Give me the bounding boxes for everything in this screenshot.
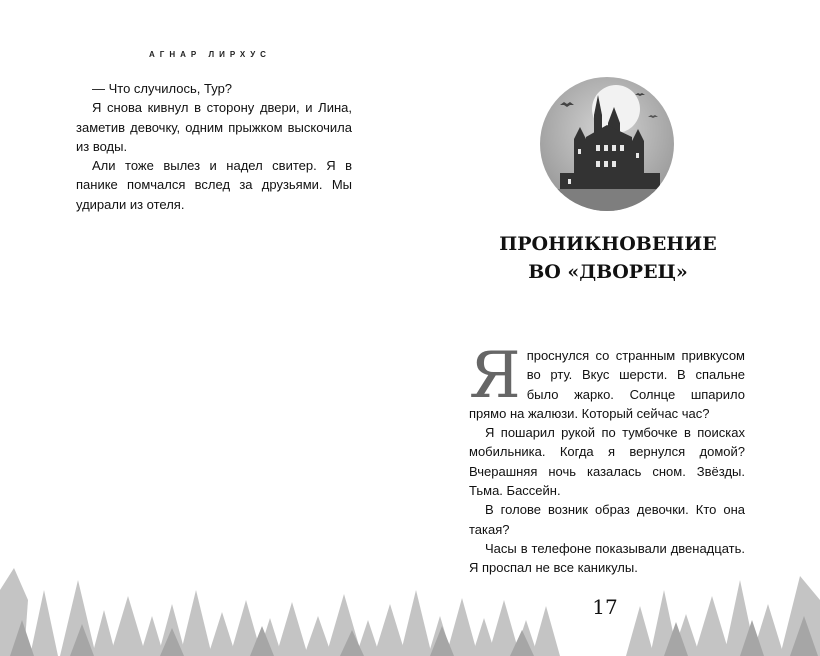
- first-paragraph: [469, 339, 745, 423]
- left-page-text: [76, 79, 352, 214]
- paragraph: Я пошарил рукой по тумбочке в поисках мобильника. Когда я вернулся домой? Вчерашняя ночь казалась сном. Звёзды. Тьма. Бассейн.: [469, 425, 745, 499]
- forest-border-decoration: [0, 560, 820, 656]
- paragraph-text: проснулся со странным привкусом во рту. Вкус шерсти. В спальне было жарко. Солнце шпарило прямо на жалюзи. Который сейчас час?: [469, 348, 745, 421]
- paragraph: — Что случилось, Тур?: [92, 81, 233, 96]
- running-header: АГНАР ЛИРХУС: [149, 50, 271, 59]
- haunted-mansion-illustration: [540, 77, 674, 211]
- drop-cap: Я: [469, 339, 521, 413]
- chapter-title-line: ВО «ДВОРЕЦ»: [528, 261, 688, 283]
- chapter-title: [470, 230, 746, 286]
- paragraph: Часы в телефоне показывали двенадцать. Я проспал не все каникулы.: [469, 540, 745, 576]
- paragraph: Я снова кивнул в сторону двери, и Лина, заметив девочку, одним прыжком выскочила из воды.: [76, 100, 352, 154]
- page-number: 17: [592, 595, 618, 619]
- paragraph: Али тоже вылез и надел свитер. Я в панике помчался вслед за друзьями. Мы удирали из отеля.: [76, 158, 352, 212]
- paragraph: В голове возник образ девочки. Кто она такая?: [469, 502, 745, 537]
- right-page-text: [469, 339, 745, 578]
- chapter-title-line: ПРОНИКНОВЕНИЕ: [499, 233, 717, 255]
